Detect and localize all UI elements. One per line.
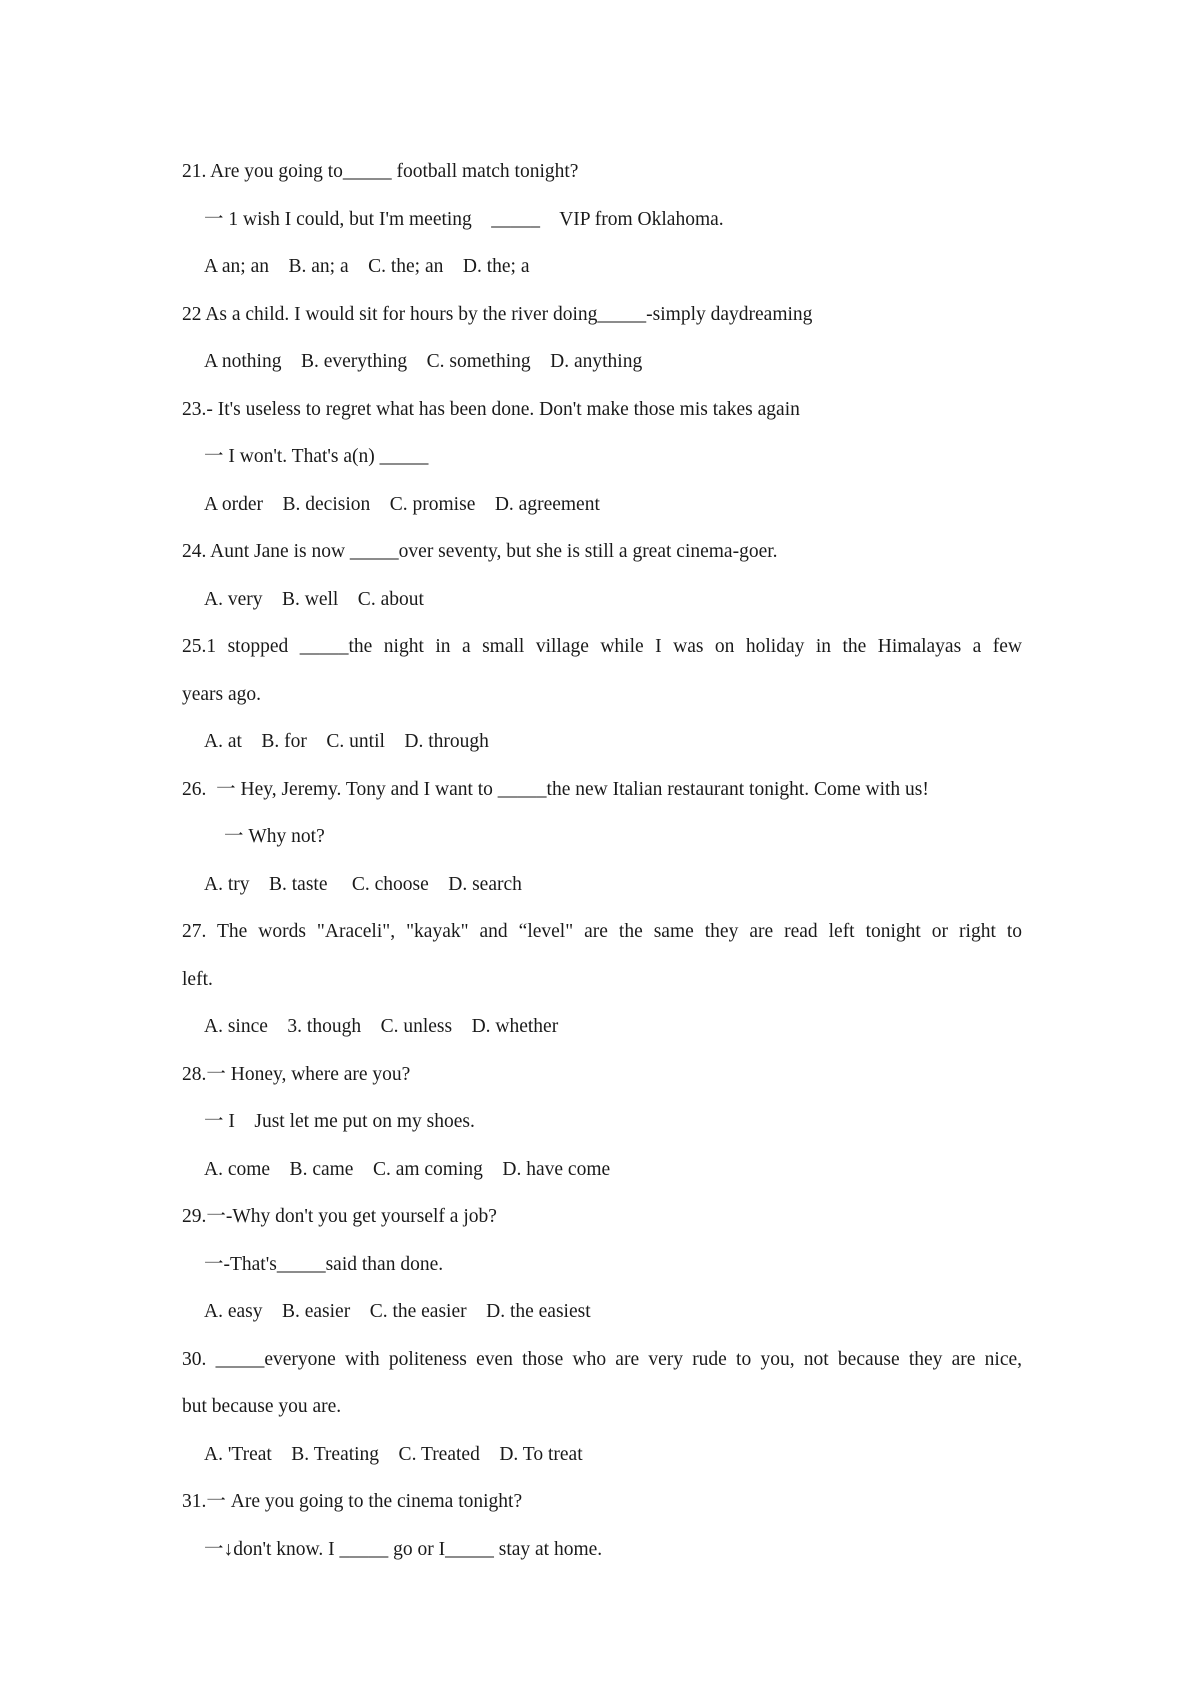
question-30-options: A. 'Treat B. Treating C. Treated D. To treat bbox=[204, 1443, 583, 1465]
question-25-stem-continued: years ago. bbox=[182, 683, 262, 705]
question-31-stem: 31.一 Are you going to the cinema tonight? bbox=[182, 1491, 523, 1512]
question-26-stem: 26. 一 Hey, Jeremy. Tony and I want to _____the new Italian restaurant tonight. Come with us! bbox=[182, 778, 929, 800]
question-29-stem: 29.一-Why don't you get yourself a job? bbox=[182, 1206, 497, 1227]
question-21-options: A an; an B. an; a C. the; an D. the; a bbox=[204, 256, 530, 277]
question-29-dialogue: 一-That's_____said than done. bbox=[204, 1253, 444, 1275]
question-27-stem: 27. The words "Araceli", "kayak" and “level" are the same they are read left tonight or right to bbox=[182, 921, 1022, 942]
question-25-options: A. at B. for C. until D. through bbox=[204, 731, 489, 752]
question-27-stem-continued: left. bbox=[182, 968, 213, 990]
question-28-options: A. come B. came C. am coming D. have come bbox=[204, 1158, 611, 1180]
question-22-options: A nothing B. everything C. something D. anything bbox=[204, 351, 643, 372]
question-23-dialogue: 一 I won't. That's a(n) _____ bbox=[204, 446, 429, 467]
question-30-stem: 30. _____everyone with politeness even those who are very rude to you, not because they are nice, bbox=[182, 1348, 1022, 1370]
question-29-options: A. easy B. easier C. the easier D. the easiest bbox=[204, 1301, 591, 1322]
question-28-stem: 28.一 Honey, where are you? bbox=[182, 1063, 411, 1085]
question-28-dialogue: 一 I Just let me put on my shoes. bbox=[204, 1111, 475, 1132]
question-24-stem: 24. Aunt Jane is now _____over seventy, but she is still a great cinema-goer. bbox=[182, 541, 778, 562]
question-21-dialogue: 一 1 wish I could, but I'm meeting _____ VIP from Oklahoma. bbox=[204, 208, 724, 230]
exam-questions bbox=[182, 148, 1022, 1573]
question-26-options: A. try B. taste C. choose D. search bbox=[204, 873, 522, 895]
question-22-stem: 22 As a child. I would sit for hours by the river doing_____-simply daydreaming bbox=[182, 303, 813, 325]
question-23-options: A order B. decision C. promise D. agreement bbox=[204, 493, 600, 515]
question-31-dialogue: 一↓don't know. I _____ go or I_____ stay at home. bbox=[204, 1538, 603, 1560]
question-21-stem: 21. Are you going to_____ football match tonight? bbox=[182, 161, 579, 182]
question-26-dialogue: 一 Why not? bbox=[224, 826, 325, 847]
question-25-stem: 25.1 stopped _____the night in a small village while I was on holiday in the Himalayas a few bbox=[182, 636, 1022, 657]
question-24-options: A. very B. well C. about bbox=[204, 588, 424, 610]
question-27-options: A. since 3. though C. unless D. whether bbox=[204, 1016, 559, 1037]
question-30-stem-continued: but because you are. bbox=[182, 1396, 342, 1417]
question-23-stem: 23.- It's useless to regret what has been done. Don't make those mis takes again bbox=[182, 398, 800, 420]
